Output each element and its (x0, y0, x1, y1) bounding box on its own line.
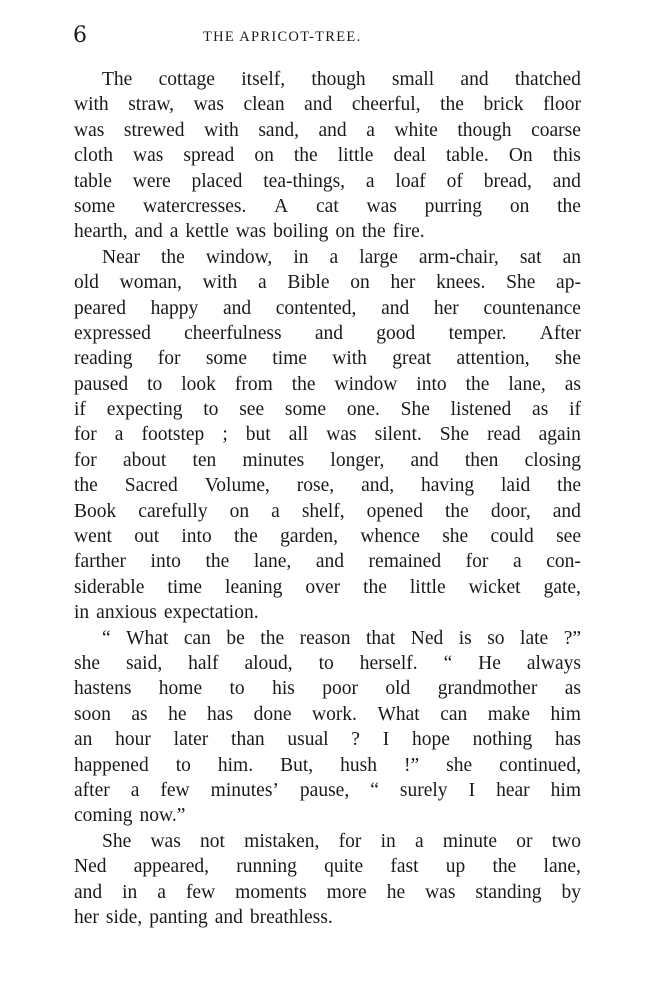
text-line: old woman, with a Bible on her knees. She ap- (74, 272, 581, 294)
text-line: she said, half aloud, to herself. “ He always (74, 652, 581, 674)
text-line: some watercresses. A cat was purring on the (74, 195, 581, 217)
text-line: siderable time leaning over the little wicket gate, (74, 576, 581, 598)
text-line: with straw, was clean and cheerful, the brick floor (74, 94, 581, 116)
text-line: hastens home to his poor old grandmother as (74, 678, 581, 700)
text-line: table were placed tea-things, a loaf of bread, and (74, 170, 581, 192)
running-head (73, 22, 581, 50)
text-line: soon as he has done work. What can make him (74, 703, 581, 725)
page-number: 6 (73, 23, 87, 48)
text-line: her side, panting and breathless. (74, 906, 333, 928)
body-text (74, 67, 581, 930)
text-line: an hour later than usual ? I hope nothing has (74, 729, 581, 751)
text-line: coming now.” (74, 805, 186, 827)
text-line: after a few minutes’ pause, “ surely I hear him (74, 779, 581, 801)
text-line: She was not mistaken, for in a minute or two (102, 830, 581, 852)
text-line: was strewed with sand, and a white though coarse (74, 119, 581, 141)
text-line: farther into the lane, and remained for a con- (74, 551, 581, 573)
text-line: peared happy and contented, and her countenance (74, 297, 581, 319)
text-line: for about ten minutes longer, and then closing (74, 449, 581, 471)
text-line: The cottage itself, though small and thatched (102, 69, 581, 90)
text-line: went out into the garden, whence she could see (74, 526, 581, 548)
text-line: happened to him. But, hush !” she continued, (74, 754, 581, 776)
text-line: the Sacred Volume, rose, and, having laid the (74, 475, 581, 497)
text-line: “ What can be the reason that Ned is so late ?” (102, 627, 581, 649)
text-line: Ned appeared, running quite fast up the lane, (74, 856, 581, 878)
text-line: for a footstep ; but all was silent. She read again (74, 424, 581, 446)
text-line: cloth was spread on the little deal table. On this (74, 145, 581, 167)
text-line: in anxious expectation. (74, 602, 259, 624)
text-line: hearth, and a kettle was boiling on the fire. (74, 221, 425, 243)
text-line: if expecting to see some one. She listened as if (74, 399, 581, 421)
text-line: expressed cheerfulness and good temper. After (74, 322, 581, 344)
running-title: THE APRICOT-TREE. (203, 29, 362, 45)
text-line: and in a few moments more he was standing by (74, 881, 581, 903)
text-line: reading for some time with great attention, she (74, 348, 581, 370)
text-line: paused to look from the window into the lane, as (74, 373, 581, 395)
text-line: Book carefully on a shelf, opened the door, and (74, 500, 581, 522)
text-line: Near the window, in a large arm-chair, sat an (102, 246, 581, 268)
